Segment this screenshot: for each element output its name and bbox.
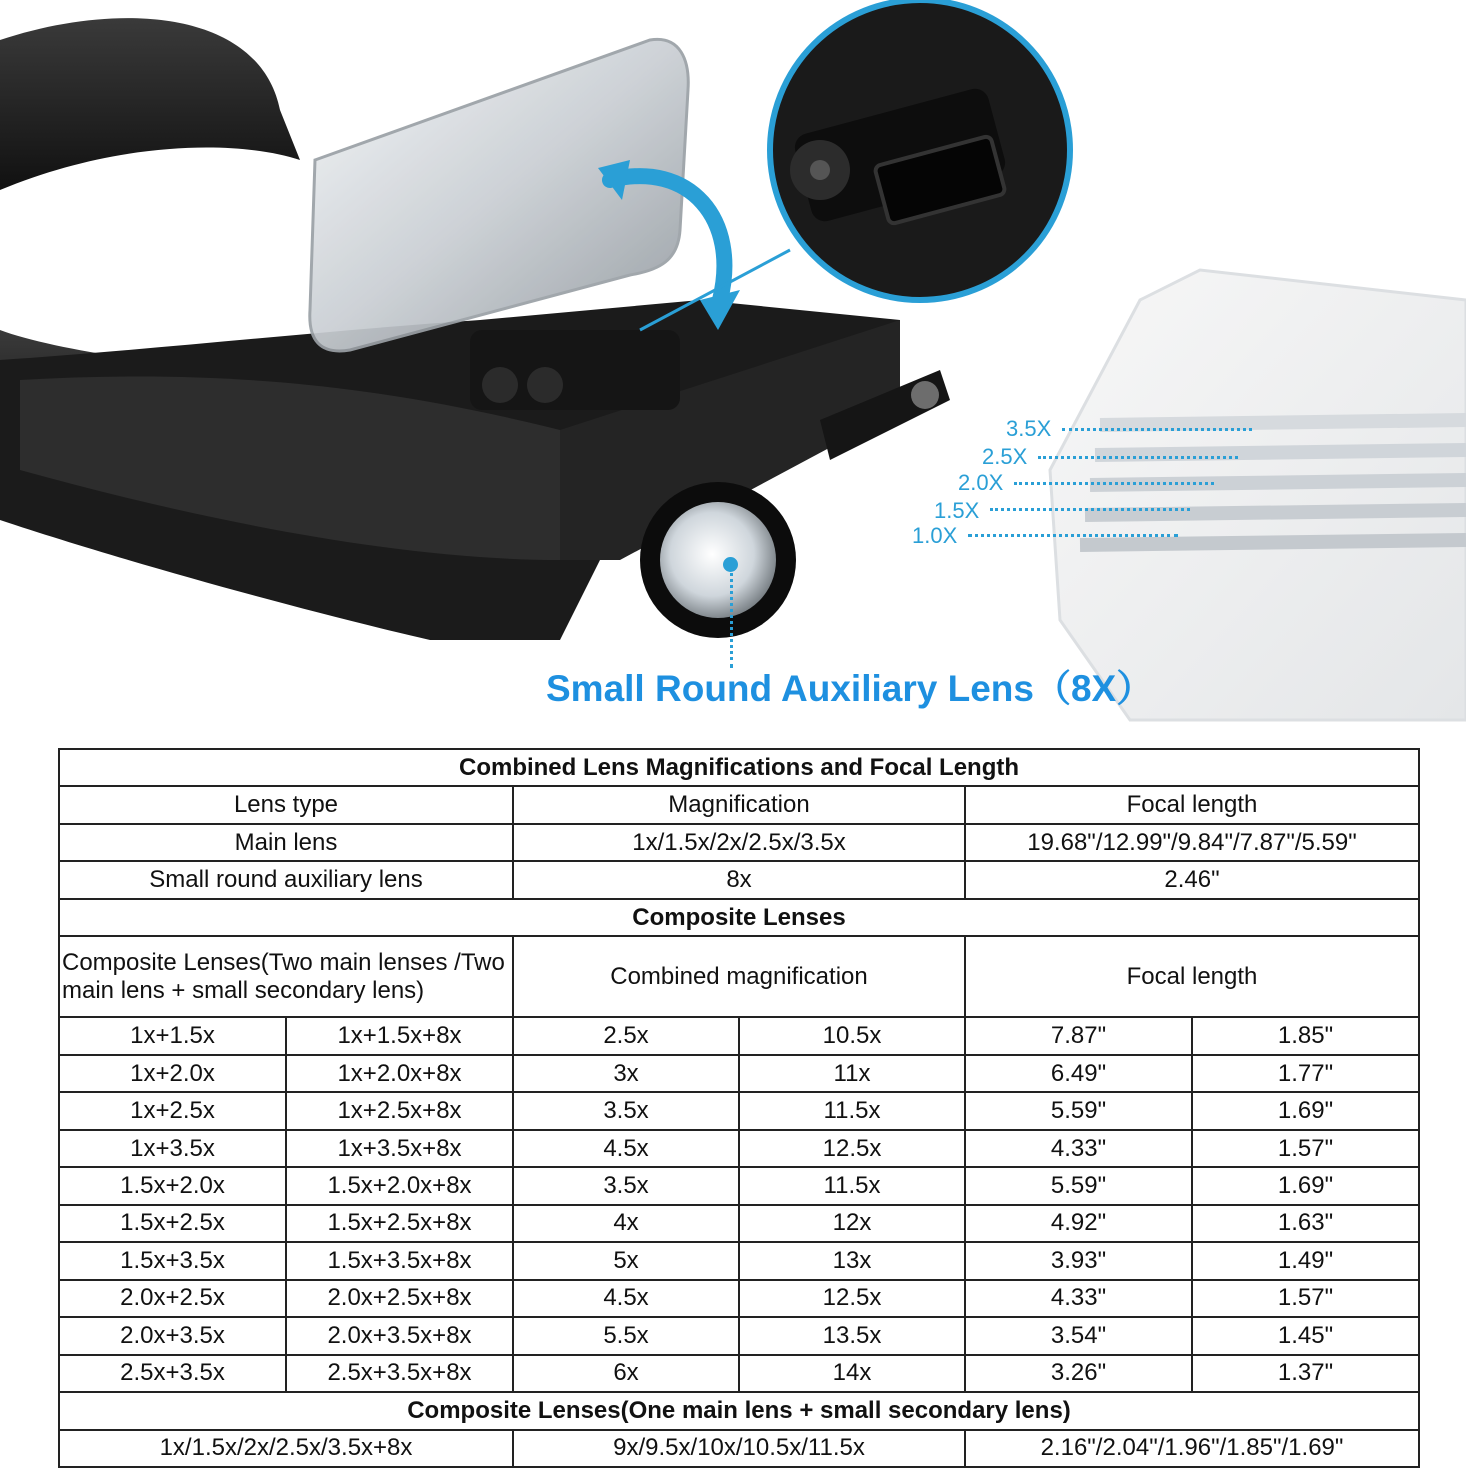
tray-label-1-5x: 1.5X xyxy=(934,498,980,523)
tray-label-3-5x: 3.5X xyxy=(1006,416,1052,441)
cell-magnification: 1x/1.5x/2x/2.5x/3.5x xyxy=(513,824,965,861)
table-row xyxy=(59,1205,1419,1242)
cell-mag-with-aux: 13.5x xyxy=(739,1317,965,1354)
cell-mag-two-main: 2.5x xyxy=(513,1017,739,1054)
cell-focal-two-main: 4.33" xyxy=(965,1130,1192,1167)
cell-two-main-lenses: 1x+2.5x xyxy=(59,1092,286,1129)
cell-focal-two-main: 3.93" xyxy=(965,1242,1192,1279)
cell-focal-length: 19.68"/12.99"/9.84"/7.87"/5.59" xyxy=(965,824,1419,861)
tray-leader-3-5x xyxy=(1062,428,1252,431)
cell-focal-two-main: 3.54" xyxy=(965,1317,1192,1354)
lens-storage-box xyxy=(1050,270,1466,720)
table-row xyxy=(59,1017,1419,1054)
cell-two-main-plus-aux: 2.0x+2.5x+8x xyxy=(286,1280,513,1317)
cell-focal-two-main: 6.49" xyxy=(965,1055,1192,1092)
header-composite-lenses: Composite Lenses(Two main lenses /Two main lens + small secondary lens) xyxy=(59,936,513,1017)
aux-lens-glass xyxy=(660,502,776,618)
cell-focal-with-aux: 1.69" xyxy=(1192,1092,1419,1129)
cell-two-main-lenses: 2.0x+3.5x xyxy=(59,1317,286,1354)
tray-leader-1-0x xyxy=(968,534,1178,537)
cell-two-main-lenses: 1.5x+2.0x xyxy=(59,1167,286,1204)
cell-focal-two-main: 5.59" xyxy=(965,1167,1192,1204)
cell-mag-with-aux: 11x xyxy=(739,1055,965,1092)
cell-focal-two-main: 3.26" xyxy=(965,1355,1192,1393)
cell-two-main-plus-aux: 1x+3.5x+8x xyxy=(286,1130,513,1167)
cell-mag-with-aux: 11.5x xyxy=(739,1092,965,1129)
tray-label-2-0x: 2.0X xyxy=(958,470,1004,495)
cell-mag-two-main: 3x xyxy=(513,1055,739,1092)
header-focal-length: Focal length xyxy=(965,786,1419,823)
cell-mag-with-aux: 13x xyxy=(739,1242,965,1279)
cell-focal-with-aux: 1.85" xyxy=(1192,1017,1419,1054)
table-row xyxy=(59,1130,1419,1167)
cell-mag-with-aux: 11.5x xyxy=(739,1167,965,1204)
cell-mag-two-main: 6x xyxy=(513,1355,739,1393)
cell-focal-with-aux: 1.63" xyxy=(1192,1205,1419,1242)
cell-mag-with-aux: 12.5x xyxy=(739,1130,965,1167)
cell-focal-with-aux: 1.57" xyxy=(1192,1280,1419,1317)
cell-two-main-lenses: 2.0x+2.5x xyxy=(59,1280,286,1317)
cell-combined-magnification: 9x/9.5x/10x/10.5x/11.5x xyxy=(513,1430,965,1467)
cell-mag-two-main: 5.5x xyxy=(513,1317,739,1354)
strap-top xyxy=(0,18,300,190)
main-flip-lens xyxy=(310,39,688,351)
cell-two-main-plus-aux: 1.5x+3.5x+8x xyxy=(286,1242,513,1279)
cell-mag-with-aux: 12.5x xyxy=(739,1280,965,1317)
cell-two-main-plus-aux: 1x+1.5x+8x xyxy=(286,1017,513,1054)
tray-label-1-0x: 1.0X xyxy=(912,523,958,548)
aux-lens-caption: Small Round Auxiliary Lens（8X） xyxy=(546,668,1154,709)
cell-focal-with-aux: 1.49" xyxy=(1192,1242,1419,1279)
cell-focal-length: 2.16"/2.04"/1.96"/1.85"/1.69" xyxy=(965,1430,1419,1467)
table-row xyxy=(59,824,1419,861)
table-title: Combined Lens Magnifications and Focal Length xyxy=(59,749,1419,786)
tray-label-2-5x: 2.5X xyxy=(982,444,1028,469)
composite-rows xyxy=(59,1017,1419,1392)
cell-mag-two-main: 5x xyxy=(513,1242,739,1279)
aux-lens-leader xyxy=(730,566,733,668)
table-row xyxy=(59,1092,1419,1129)
cell-mag-with-aux: 10.5x xyxy=(739,1017,965,1054)
cell-two-main-plus-aux: 1x+2.0x+8x xyxy=(286,1055,513,1092)
tray-leader-2-0x xyxy=(1014,482,1214,485)
cell-two-main-plus-aux: 1x+2.5x+8x xyxy=(286,1092,513,1129)
cell-focal-with-aux: 1.77" xyxy=(1192,1055,1419,1092)
cell-two-main-plus-aux: 2.0x+3.5x+8x xyxy=(286,1317,513,1354)
table-row xyxy=(59,1280,1419,1317)
table-row xyxy=(59,1055,1419,1092)
cell-two-main-lenses: 2.5x+3.5x xyxy=(59,1355,286,1393)
cell-two-main-lenses: 1x+2.0x xyxy=(59,1055,286,1092)
cell-focal-length: 2.46" xyxy=(965,861,1419,898)
table-row xyxy=(59,1355,1419,1393)
table-row xyxy=(59,1317,1419,1354)
cell-mag-two-main: 4.5x xyxy=(513,1130,739,1167)
header-lens-type: Lens type xyxy=(59,786,513,823)
cell-focal-with-aux: 1.57" xyxy=(1192,1130,1419,1167)
cell-focal-with-aux: 1.37" xyxy=(1192,1355,1419,1393)
table-row xyxy=(59,861,1419,898)
table-row xyxy=(59,1167,1419,1204)
cell-lens-type: Small round auxiliary lens xyxy=(59,861,513,898)
header-combined-magnification: Combined magnification xyxy=(513,936,965,1017)
single-section-title: Composite Lenses(One main lens + small secondary lens) xyxy=(59,1392,1419,1429)
cell-focal-two-main: 7.87" xyxy=(965,1017,1192,1054)
header-composite-focal-length: Focal length xyxy=(965,936,1419,1017)
cell-two-main-lenses: 1x+3.5x xyxy=(59,1130,286,1167)
cell-focal-two-main: 5.59" xyxy=(965,1092,1192,1129)
cell-two-main-plus-aux: 2.5x+3.5x+8x xyxy=(286,1355,513,1393)
cell-two-main-plus-aux: 1.5x+2.5x+8x xyxy=(286,1205,513,1242)
cell-lens-combo: 1x/1.5x/2x/2.5x/3.5x+8x xyxy=(59,1430,513,1467)
table-row xyxy=(59,1242,1419,1279)
cell-two-main-plus-aux: 1.5x+2.0x+8x xyxy=(286,1167,513,1204)
cell-mag-two-main: 4.5x xyxy=(513,1280,739,1317)
cell-focal-two-main: 4.92" xyxy=(965,1205,1192,1242)
tray-leader-1-5x xyxy=(990,508,1190,511)
tray-leader-2-5x xyxy=(1038,456,1238,459)
cell-mag-with-aux: 12x xyxy=(739,1205,965,1242)
cell-mag-two-main: 4x xyxy=(513,1205,739,1242)
header-magnification: Magnification xyxy=(513,786,965,823)
cell-focal-with-aux: 1.45" xyxy=(1192,1317,1419,1354)
cell-two-main-lenses: 1x+1.5x xyxy=(59,1017,286,1054)
cell-two-main-lenses: 1.5x+2.5x xyxy=(59,1205,286,1242)
cell-mag-two-main: 3.5x xyxy=(513,1167,739,1204)
cell-magnification: 8x xyxy=(513,861,965,898)
cell-lens-type: Main lens xyxy=(59,824,513,861)
cell-focal-two-main: 4.33" xyxy=(965,1280,1192,1317)
magnification-table xyxy=(58,748,1420,1468)
composite-section-title: Composite Lenses xyxy=(59,899,1419,936)
cell-two-main-lenses: 1.5x+3.5x xyxy=(59,1242,286,1279)
cell-mag-two-main: 3.5x xyxy=(513,1092,739,1129)
table-row xyxy=(59,1430,1419,1467)
cell-focal-with-aux: 1.69" xyxy=(1192,1167,1419,1204)
cell-mag-with-aux: 14x xyxy=(739,1355,965,1393)
